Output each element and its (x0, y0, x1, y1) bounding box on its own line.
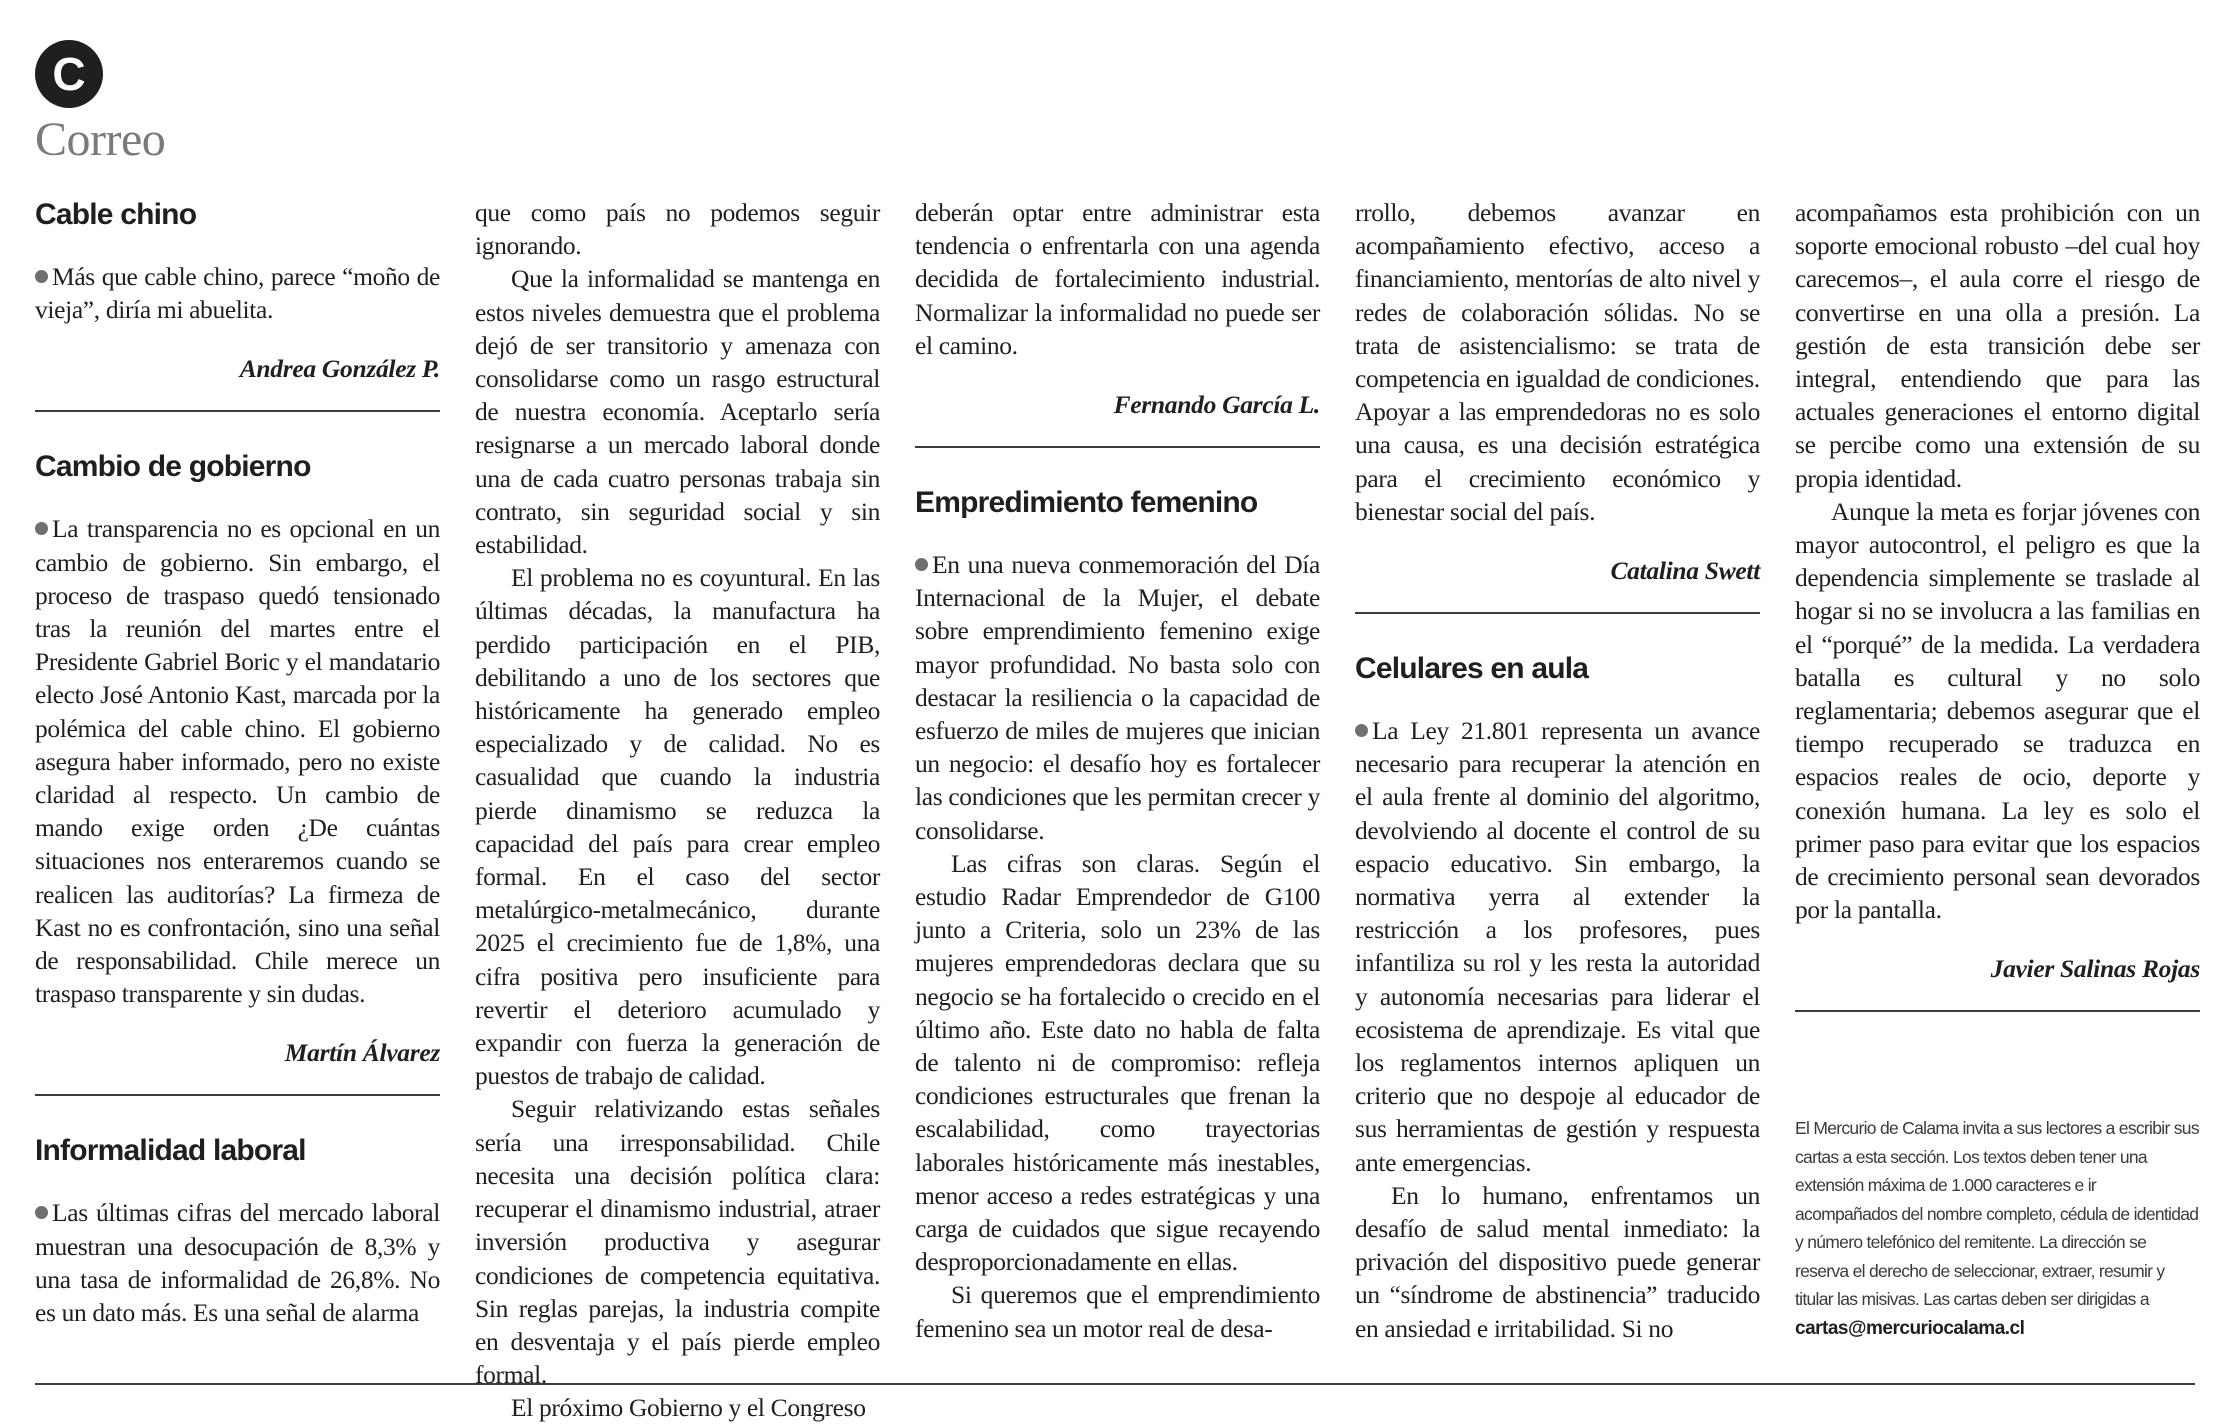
letter-body: Si queremos que el emprendimiento femenino sea un motor real de desa- (915, 1280, 1320, 1343)
column-2 (475, 196, 880, 1425)
letter-body: La Ley 21.801 representa un avance necesario para recuperar la atención en el aula frente al dominio del algoritmo, devolviendo al docente el control de su espacio educativo. Sin embargo, la normativa yerra al extender la restricción a los profesores, pues infantiliza su rol y les resta la autoridad y autonomía necesarias para liderar el ecosistema de aprendizaje. Es vital que los reglamentos internos apliquen un criterio que no despoje al educador de sus herramientas de gestión y respuesta ante emergencias. (1355, 716, 1760, 1177)
notice-email[interactable]: cartas@mercuriocalama.cl (1795, 1317, 2025, 1339)
letter-body: acompañamos esta prohibición con un soporte emocional robusto –del cual hoy carecemos–, el aula corre el riesgo de convertirse en una olla a presión. La gestión de esta transición debe ser integral, entendiendo que para las actuales generaciones el entorno digital se percibe como una extensión de su propia identidad. (1795, 198, 2200, 493)
letter-body: El próximo Gobierno y el Congreso (511, 1393, 866, 1423)
letter-title-celulares: Celulares en aula (1355, 652, 1589, 686)
bullet-icon (915, 558, 928, 571)
bottom-divider (35, 1383, 2195, 1385)
letter-body: Más que cable chino, parece “moño de vieja”, diría mi abuelita. (35, 262, 440, 325)
section-badge: C (35, 40, 103, 108)
divider (1795, 1010, 2200, 1012)
letter-author: Martín Álvarez (284, 1038, 440, 1068)
letter-body: El problema no es coyuntural. En las últimas décadas, la manufactura ha perdido participación en el PIB, debilitando a uno de los sectores que históricamente ha generado empleo especializado y de calidad. No es casualidad que cuando la industria pierde dinamismo se reduzca la capacidad del país para crear empleo formal. En el caso del sector metalúrgico-metalmecánico, durante 2025 el crecimiento fue de 1,8%, una cifra positiva pero insuficiente para revertir el deterioro acumulado y expandir con fuerza la generación de puestos de trabajo de calidad. (475, 563, 880, 1091)
letter-body: Las cifras son claras. Según el estudio Radar Emprendedor de G100 junto a Criteria, solo un 23% de las mujeres emprendedoras declara que su negocio se ha fortalecido o crecido en el último año. Este dato no habla de falta de talento ni de compromiso: refleja condiciones estructurales que frenan la escalabilidad, como trayectorias laborales históricamente más inestables, menor acceso a redes estratégicas y una carga de cuidados que sigue recayendo desproporcionadamente en ellas. (915, 848, 1320, 1277)
letter-body: Aunque la meta es forjar jóvenes con mayor autocontrol, el peligro es que la dependencia simplemente se traslade al hogar si no se involucra a las familias en el “porqué” de la medida. La verdadera batalla es cultural y no solo reglamentaria; debemos asegurar que el tiempo recuperado se traduzca en espacios reales de ocio, deporte y conexión humana. La ley es solo el primer paso para evitar que los espacios de crecimiento personal sean devorados por la pantalla. (1795, 496, 2200, 925)
letter-title-cambio-gobierno: Cambio de gobierno (35, 450, 311, 484)
letter-title-informalidad: Informalidad laboral (35, 1134, 306, 1168)
divider (915, 446, 1320, 448)
column-1 (35, 196, 440, 1329)
section-title: Correo (35, 113, 166, 166)
letter-body: Seguir relativizando estas señales sería una irresponsabilidad. Chile necesita una decisión política clara: recuperar el dinamismo industrial, atraer inversión productiva y asegurar condiciones de competencia equitativa. Sin reglas parejas, la industria compite en desventaja y el país pierde empleo formal. (475, 1094, 880, 1390)
divider (35, 1094, 440, 1096)
column-5 (1795, 196, 2200, 1343)
divider (1355, 612, 1760, 614)
letter-body: En lo humano, enfrentamos un desafío de salud mental inmediato: la privación del dispositivo puede generar un “síndrome de abstinencia” traducido en ansiedad e irritabilidad. Si no (1355, 1180, 1760, 1343)
bullet-icon (35, 1206, 48, 1219)
divider (35, 410, 440, 412)
letter-body: que como país no podemos seguir ignorando. (475, 198, 880, 261)
letter-author: Catalina Swett (1610, 556, 1760, 586)
submission-notice: El Mercurio de Calama invita a sus lectores a escribir sus cartas a esta sección. Los textos deben tener una extensión máxima de 1.000 caracteres e ir acompañados del nombre completo, cédula de identidad y número telefónico del remitente. La dirección se reserva el derecho de seleccionar, extraer, resumir y titular las misivas. Las cartas deben ser dirigidas a cartas@mercuriocalama.cl (1795, 1118, 2199, 1339)
letter-body: rrollo, debemos avanzar en acompañamiento efectivo, acceso a financiamiento, mentorías de alto nivel y redes de colaboración sólidas. No se trata de asistencialismo: se trata de competencia en igualdad de condiciones. (1355, 198, 1760, 394)
bullet-icon (35, 522, 48, 535)
letter-title-emprendimiento: Empredimiento femenino (915, 486, 1258, 520)
letter-body: Que la informalidad se mantenga en estos niveles demuestra que el problema dejó de ser transitorio y amenaza con consolidarse como un rasgo estructural de nuestra economía. Aceptarlo sería resignarse a un mercado laboral donde una de cada cuatro personas trabaja sin contrato, sin seguridad social y sin estabilidad. (475, 264, 880, 560)
letter-title-cable-chino: Cable chino (35, 198, 197, 231)
bullet-icon (35, 270, 48, 283)
letter-body: En una nueva conmemoración del Día Internacional de la Mujer, el debate sobre emprendimiento femenino exige mayor profundidad. No basta solo con destacar la resiliencia o la capacidad de esfuerzo de miles de mujeres que inician un negocio: el desafío hoy es fortalecer las condiciones que les permitan crecer y consolidarse. (915, 550, 1320, 845)
letter-body: Las últimas cifras del mercado laboral muestran una desocupación de 8,3% y una tasa de informalidad de 26,8%. No es un dato más. Es una señal de alarma (35, 1198, 440, 1328)
letter-author: Fernando García L. (1113, 390, 1320, 420)
letter-author: Andrea González P. (239, 354, 440, 384)
column-3 (915, 196, 1320, 1345)
column-4 (1355, 196, 1760, 1345)
letter-body: Apoyar a las emprendedoras no es solo una causa, es una decisión estratégica para el crecimiento económico y bienestar social del país. (1355, 397, 1760, 526)
letter-body: deberán optar entre administrar esta tendencia o enfrentarla con una agenda decidida de fortalecimiento industrial. Normalizar la informalidad no puede ser el camino. (915, 198, 1320, 360)
letter-body: La transparencia no es opcional en un cambio de gobierno. Sin embargo, el proceso de traspaso quedó tensionado tras la reunión del martes entre el Presidente Gabriel Boric y el mandatario electo José Antonio Kast, marcada por la polémica del cable chino. El gobierno asegura haber informado, pero no existe claridad al respecto. Un cambio de mando exige orden ¿De cuántas situaciones nos enteraremos cuando se realicen las auditorías? La firmeza de Kast no es confrontación, sino una señal de responsabilidad. Chile merece un traspaso transparente y sin dudas. (35, 514, 440, 1009)
bullet-icon (1355, 724, 1368, 737)
letters-columns (35, 196, 2200, 1423)
letter-author: Javier Salinas Rojas (1990, 954, 2200, 984)
